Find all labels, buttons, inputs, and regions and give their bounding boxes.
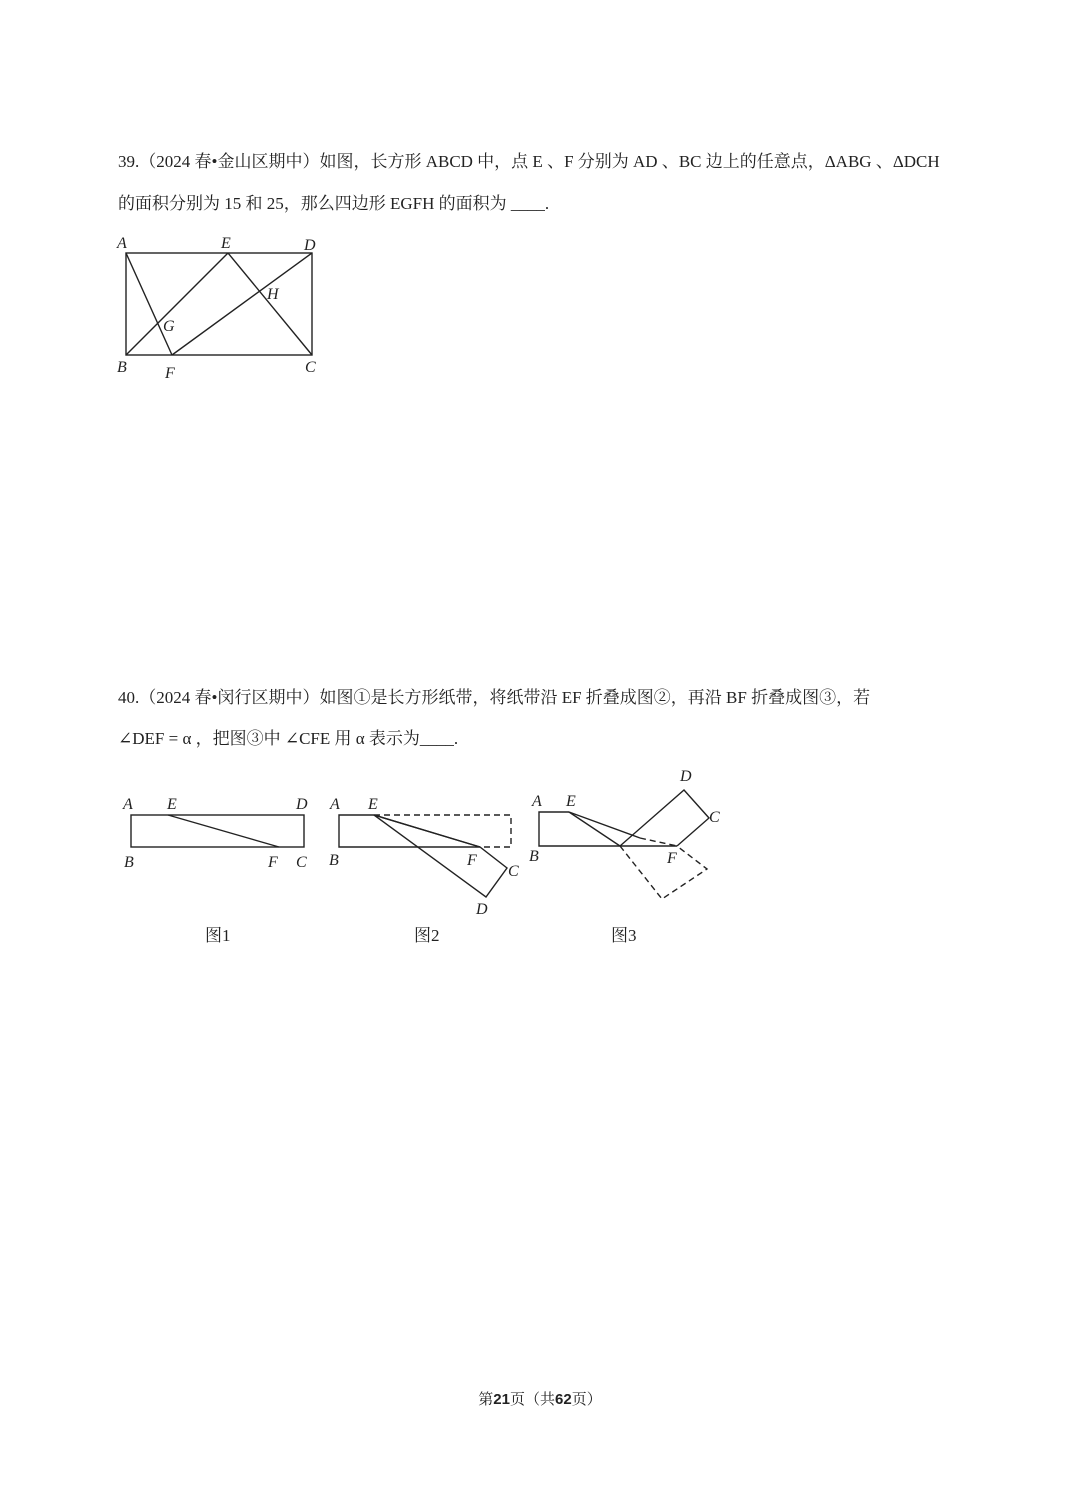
q39-rectangle-figure — [110, 228, 340, 388]
footer-mid: 页（共 — [509, 1392, 555, 1408]
label-D: D — [304, 237, 316, 254]
fig2-label-A: A — [330, 796, 340, 813]
fig3-label-F: F — [667, 850, 677, 867]
label-C: C — [305, 359, 316, 376]
fig1-caption: 图1 — [205, 926, 231, 945]
fig3-label-C: C — [709, 809, 720, 826]
fig3-label-E: E — [566, 793, 576, 810]
fig2-caption: 图2 — [414, 926, 440, 945]
fig1-label-E: E — [167, 796, 177, 813]
fig3-caption: 图3 — [611, 926, 637, 945]
fig2-label-C: C — [508, 863, 519, 880]
q39-line2: 的面积分别为 15 和 25，那么四边形 EGFH 的面积为 ____. — [118, 194, 550, 213]
fig1-label-F: F — [268, 854, 278, 871]
fig3-label-B: B — [529, 848, 539, 865]
fig3-label-A: A — [532, 793, 542, 810]
fig1-label-C: C — [296, 854, 307, 871]
footer-prefix: 第 — [478, 1392, 494, 1408]
page-footer — [0, 1388, 1080, 1409]
q40-folding-figures — [110, 760, 760, 920]
label-G: G — [163, 318, 175, 335]
fig2-label-D: D — [476, 901, 488, 918]
label-A: A — [117, 235, 127, 252]
fig1-label-D: D — [296, 796, 308, 813]
label-E: E — [221, 235, 231, 252]
fig1-label-B: B — [124, 854, 134, 871]
q40-line1: 40.（2024 春•闵行区期中）如图①是长方形纸带，将纸带沿 EF 折叠成图②，再沿 BF 折叠成图③，若 — [118, 688, 871, 707]
fig2-label-E: E — [368, 796, 378, 813]
footer-suffix: 页） — [571, 1392, 602, 1408]
footer-total-pages: 62 — [555, 1391, 572, 1408]
label-H: H — [267, 286, 279, 303]
fig1-label-A: A — [123, 796, 133, 813]
label-B: B — [117, 359, 127, 376]
footer-page-number: 21 — [493, 1391, 510, 1408]
fig2-label-B: B — [329, 852, 339, 869]
label-F: F — [165, 365, 175, 382]
q40-line2: ∠DEF = α ，把图③中 ∠CFE 用 α 表示为____. — [118, 729, 459, 748]
q39-line1: 39.（2024 春•金山区期中）如图，长方形 ABCD 中，点 E 、F 分别为 AD 、BC 边上的任意点，ΔABG 、ΔDCH — [118, 152, 940, 171]
fig2-label-F: F — [467, 852, 477, 869]
fig3-label-D: D — [680, 768, 692, 785]
